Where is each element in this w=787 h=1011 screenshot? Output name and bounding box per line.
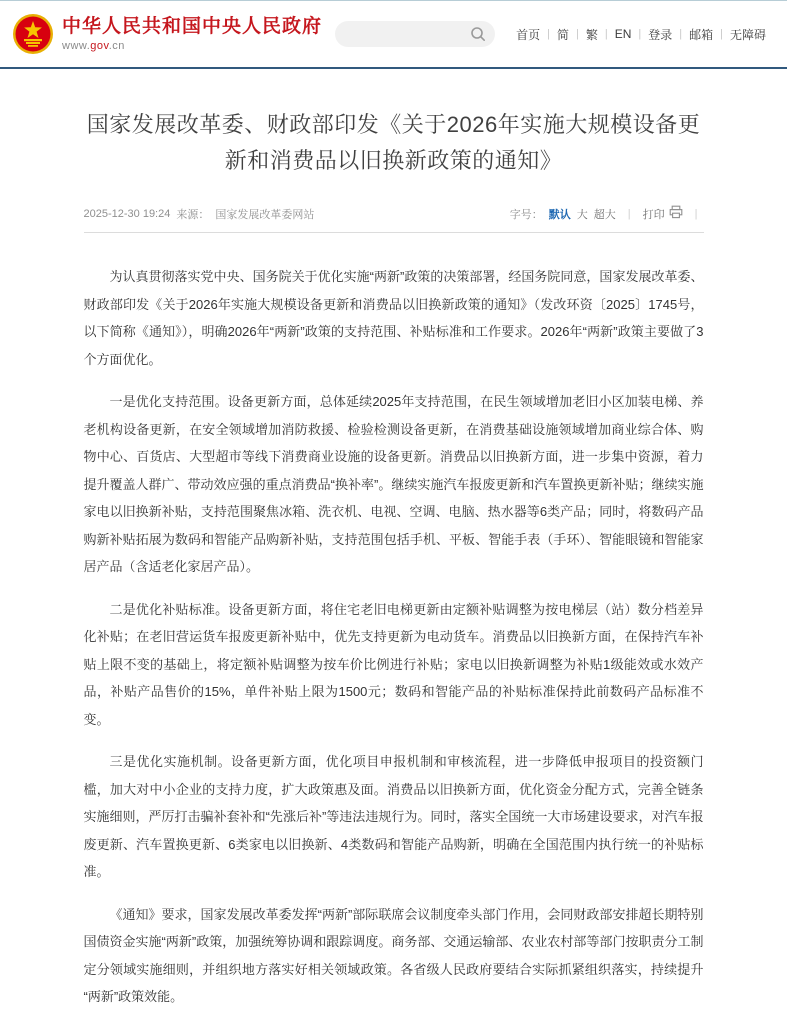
article-meta-left <box>84 206 315 222</box>
search-input[interactable] <box>344 27 470 41</box>
print-button[interactable] <box>643 205 683 222</box>
fontsize-default-button[interactable]: 默认 <box>548 208 571 221</box>
source-name[interactable]: 国家发展改革委网站 <box>215 208 315 221</box>
site-brand[interactable] <box>62 16 322 52</box>
nav-accessibility[interactable]: 无障碍 <box>729 27 766 42</box>
meta-separator: | <box>694 207 698 220</box>
meta-separator: | <box>627 207 631 220</box>
meta-divider <box>84 232 704 233</box>
national-emblem-icon <box>12 13 54 55</box>
fontsize-label: 字号： <box>509 208 543 221</box>
search-icon[interactable] <box>470 26 486 42</box>
nav-mail[interactable]: 邮箱 <box>689 27 714 42</box>
article-paragraph: 一是优化支持范围。设备更新方面，总体延续2025年支持范围，在民生领域增加老旧小区加装电梯、养老机构设备更新，在安全领域增加消防救援、检验检测设备更新，在消费基础设施领域增加商业综合体、购物中心、百货店、大型超市等线下消费商业设施的设备更新。消费品以旧换新方面，进一步集中资源，着力提升覆盖人群广、带动效应强的重点消费品“换补率”。继续实施汽车报废更新和汽车置换更新补贴；继续实施家电以旧换新补贴，支持范围聚焦冰箱、洗衣机、电视、空调、电脑、热水器等6类产品；同时，将数码产品购新补贴拓展为数码和智能产品购新补贴，支持范围包括手机、平板、智能手表（手环）、智能眼镜和智能家居产品（含适老化家居产品）。 <box>83 394 704 574</box>
site-url-cn: .cn <box>108 40 125 52</box>
nav-separator: | <box>575 28 579 40</box>
nav-home[interactable]: 首页 <box>516 27 541 42</box>
search-box[interactable] <box>335 21 495 47</box>
nav-separator: | <box>679 28 683 40</box>
printer-icon <box>669 205 683 222</box>
article-paragraph: 二是优化补贴标准。设备更新方面，将住宅老旧电梯更新由定额补贴调整为按电梯层（站）数分档差异化补贴；在老旧营运货车报废更新补贴中，优先支持更新为电动货车。消费品以旧换新方面，在保持汽车补贴上限不变的基础上，将定额补贴调整为按车价比例进行补贴；家电以旧换新调整为补贴1级能效或水效产品，补贴产品售价的15%，单件补贴上限为1500元；数码和智能产品的补贴标准保持此前数码产品标准不变。 <box>83 601 704 727</box>
fontsize-xlarge-button[interactable]: 超大 <box>593 208 616 221</box>
article-paragraph: 《通知》要求，国家发展改革委发挥“两新”部际联席会议制度牵头部门作用，会同财政部安排超长期特别国债资金实施“两新”政策，加强统筹协调和跟踪调度。商务部、交通运输部、农业农村部等部门按职责分工制定分领域实施细则，并组织地方落实好相关领域政策。各省级人民政府要结合实际抓紧组织落实，持续提升“两新”政策效能。 <box>83 906 704 1004</box>
site-title: 中华人民共和国中央人民政府 <box>62 16 323 37</box>
site-header <box>0 1 787 69</box>
article-meta-row <box>84 205 704 222</box>
article-paragraph: 三是优化实施机制。设备更新方面，优化项目申报机制和审核流程，进一步降低申报项目的投资额门槛，加大对中小企业的支持力度，扩大政策惠及面。消费品以旧换新方面，优化资金分配方式，完善全链条实施细则，严厉打击骗补套补和“先涨后补”等违法违规行为。同时，落实全国统一大市场建设要求，对汽车报废更新、汽车置换更新、6类家电以旧换新、4类数码和智能产品购新，明确在全国范围内执行统一的补贴标准。 <box>83 754 704 879</box>
nav-separator: | <box>604 28 608 40</box>
publish-datetime: 2025-12-30 19:24 <box>83 207 171 220</box>
article-body <box>84 263 704 1011</box>
fontsize-large-button[interactable]: 大 <box>576 208 588 221</box>
nav-traditional[interactable]: 繁 <box>585 27 598 42</box>
nav-simplified[interactable]: 简 <box>556 27 569 42</box>
nav-separator: | <box>547 28 550 40</box>
nav-english[interactable]: EN <box>614 27 632 41</box>
nav-separator: | <box>638 28 642 40</box>
source-label: 来源： <box>176 208 210 221</box>
site-url-www: www. <box>62 40 91 52</box>
print-label: 打印 <box>642 208 665 221</box>
article-container <box>84 107 704 1011</box>
nav-separator: | <box>720 28 723 40</box>
site-url-gov: gov <box>90 40 109 52</box>
top-nav <box>509 26 773 43</box>
article-meta-right <box>510 205 704 222</box>
site-url <box>62 40 322 52</box>
nav-login[interactable]: 登录 <box>648 27 673 42</box>
article-paragraph: 为认真贯彻落实党中央、国务院关于优化实施“两新”政策的决策部署，经国务院同意，国家发展改革委、财政部印发《关于2026年实施大规模设备更新和消费品以旧换新政策的通知》（发改环资〔2025〕1745号，以下简称《通知》），明确2026年“两新”政策的支持范围、补贴标准和工作要求。2026年“两新”政策主要做了3个方面优化。 <box>83 269 704 367</box>
article-title: 国家发展改革委、财政部印发《关于2026年实施大规模设备更新和消费品以旧换新政策的通知》 <box>86 112 701 173</box>
